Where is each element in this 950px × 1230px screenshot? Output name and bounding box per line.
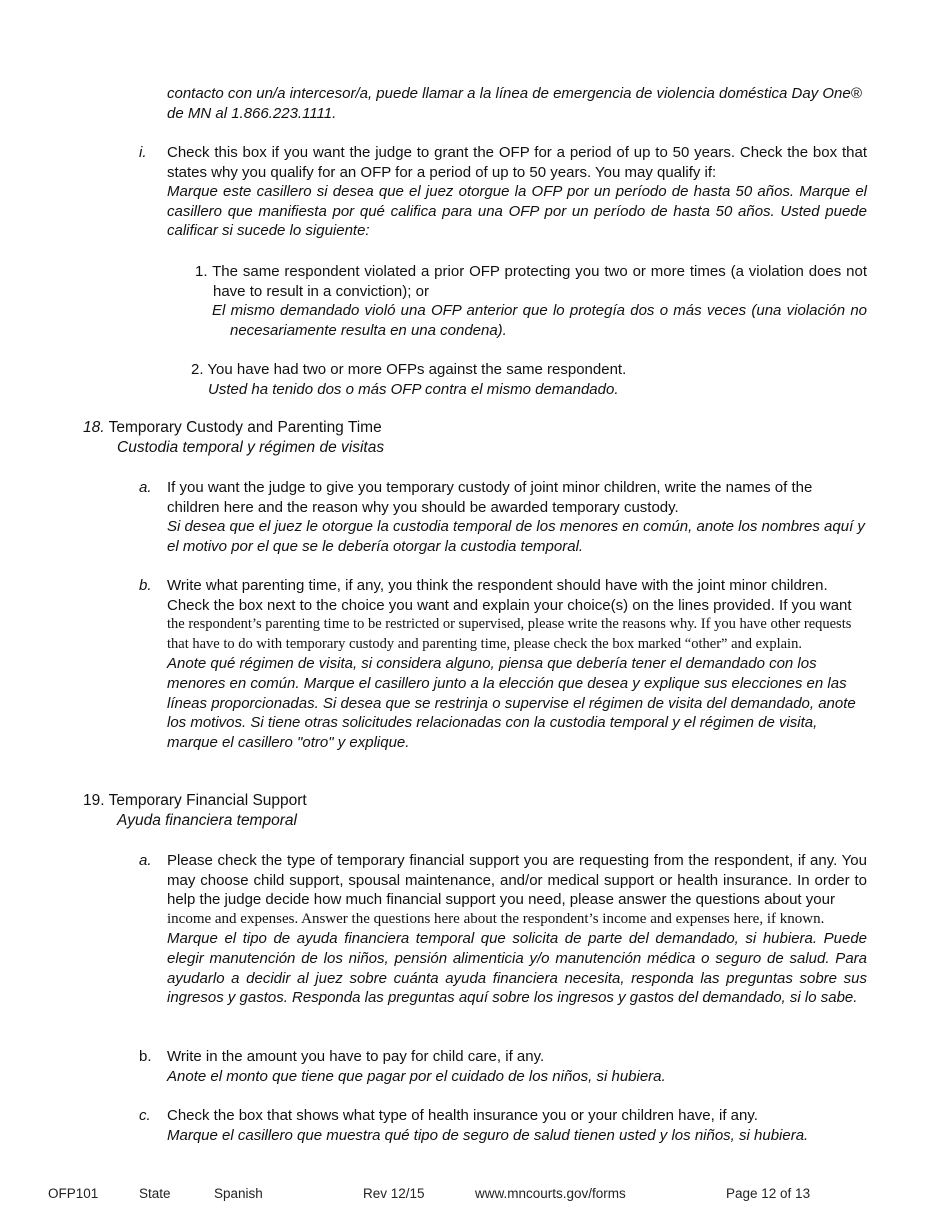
section-19-number: 19.	[83, 792, 105, 809]
footer-revision: Rev 12/15	[363, 1186, 425, 1201]
section-19-item-b-label: b.	[139, 1048, 152, 1065]
section-18-item-b-text-es: Anote qué régimen de visita, si considera alguno, piensa que debería tener el demandado con los menores en común. Marque el casillero junto a la elección que desea y explique sus elecciones en las líneas proporcionadas. Si desea que se restrinja o supervise el régimen de visita del demandado, anote los motivos. Si tiene otras solicitudes relacionadas con la custodia temporal y el régimen de visita, marque el casillero "otro" y explique.	[167, 655, 856, 751]
section-18-item-a	[139, 478, 867, 556]
section-18-title-en: Temporary Custody and Parenting Time	[108, 419, 382, 436]
section-19-heading	[83, 791, 867, 830]
condition-1	[195, 262, 867, 340]
section-19-title-es: Ayuda financiera temporal	[117, 811, 297, 829]
item-i	[139, 143, 867, 241]
condition-2	[191, 360, 867, 399]
footer-language: Spanish	[214, 1186, 263, 1201]
item-i-text-en: Check this box if you want the judge to grant the OFP for a period of up to 50 years. Check the box that states why you qualify for an OFP for a period of up to 50 years. You may qualify if:	[167, 144, 867, 181]
item-i-text-es: Marque este casillero si desea que el juez otorgue la OFP por un período de hasta 50 años. Marque el casillero que manifiesta por qué califica para una OFP por un período de hasta 50 años. Usted puede calificar si sucede lo siguiente:	[167, 183, 867, 240]
section-19-item-c-text-en: Check the box that shows what type of health insurance you or your children have, if any.	[167, 1107, 758, 1124]
section-19-title-en: Temporary Financial Support	[108, 792, 307, 809]
section-19-item-a-text-es: Marque el tipo de ayuda financiera temporal que solicita de parte del demandado, si hubiera. Puede elegir manutención de los niños, pensión alimenticia y/o manutención médica o seguro de salud. Para ayudarlo a decidir al juez sobre cuánta ayuda financiera necesita, responda las preguntas sobre sus ingresos y gastos. Responda las preguntas aquí sobre los ingresos y gastos del demandado, si lo sabe.	[167, 930, 867, 1007]
section-18-item-b	[139, 576, 867, 752]
condition-1-text-en: 1. The same respondent violated a prior OFP protecting you two or more times (a violation does not have to result in a conviction); or	[195, 263, 867, 300]
section-19-item-a-text-en-2: income and expenses. Answer the questions here about the respondent’s income and expenses here, if known.	[167, 910, 825, 927]
continuation-text-es: contacto con un/a intercesor/a, puede llamar a la línea de emergencia de violencia doméstica Day One® de MN al 1.866.223.1111.	[167, 85, 862, 122]
footer-form-code: OFP101	[48, 1186, 99, 1201]
section-19-item-a	[139, 851, 867, 1008]
item-i-label: i.	[139, 144, 147, 161]
section-19-item-b-text-en: Write in the amount you have to pay for child care, if any.	[167, 1048, 545, 1065]
section-18-item-a-text-en: If you want the judge to give you temporary custody of joint minor children, write the names of the children here and the reason why you should be awarded temporary custody.	[167, 479, 813, 516]
section-19-item-a-label: a.	[139, 852, 152, 869]
section-19-item-b	[139, 1047, 867, 1086]
section-18-heading	[83, 418, 867, 457]
footer-page-number: Page 12 of 13	[726, 1186, 811, 1201]
section-18-number: 18.	[83, 419, 105, 436]
section-18-item-b-text-en-1: Write what parenting time, if any, you think the respondent should have with the joint minor children. Check the box next to the choice you want and explain your choice(s) on the lines provided. If you want	[167, 577, 852, 614]
section-18-item-b-label: b.	[139, 577, 152, 594]
footer-url[interactable]: www.mncourts.gov/forms	[475, 1186, 626, 1201]
footer-state: State	[139, 1186, 171, 1201]
condition-2-text-es: Usted ha tenido dos o más OFP contra el mismo demandado.	[208, 380, 619, 398]
section-18-title-es: Custodia temporal y régimen de visitas	[117, 438, 385, 456]
condition-1-text-es: El mismo demandado violó una OFP anterior que lo protegía dos o más veces (una violación no necesariamente resulta en una condena).	[212, 302, 867, 339]
section-18-item-b-text-en-2: the respondent’s parenting time to be restricted or supervised, please write the reasons why. If you have other requests that have to do with temporary custody and parenting time, please check the box marked “other” and explain.	[167, 616, 852, 652]
section-18-item-a-label: a.	[139, 479, 152, 496]
section-19-item-a-text-en-1: Please check the type of temporary financial support you are requesting from the respondent, if any. You may choose child support, spousal maintenance, and/or medical support or health insurance. In order to help the judge decide how much financial support you need, please answer the questions about your	[167, 852, 867, 909]
condition-2-text-en: 2. You have had two or more OFPs against the same respondent.	[191, 361, 627, 378]
section-19-item-b-text-es: Anote el monto que tiene que pagar por el cuidado de los niños, si hubiera.	[167, 1067, 666, 1085]
section-19-item-c-text-es: Marque el casillero que muestra qué tipo de seguro de salud tienen usted y los niños, si hubiera.	[167, 1126, 809, 1144]
section-18-item-a-text-es: Si desea que el juez le otorgue la custodia temporal de los menores en común, anote los nombres aquí y el motivo por el que se le debería otorgar la custodia temporal.	[167, 518, 865, 555]
section-19-item-c-label: c.	[139, 1107, 151, 1124]
section-19-item-c	[139, 1106, 867, 1145]
